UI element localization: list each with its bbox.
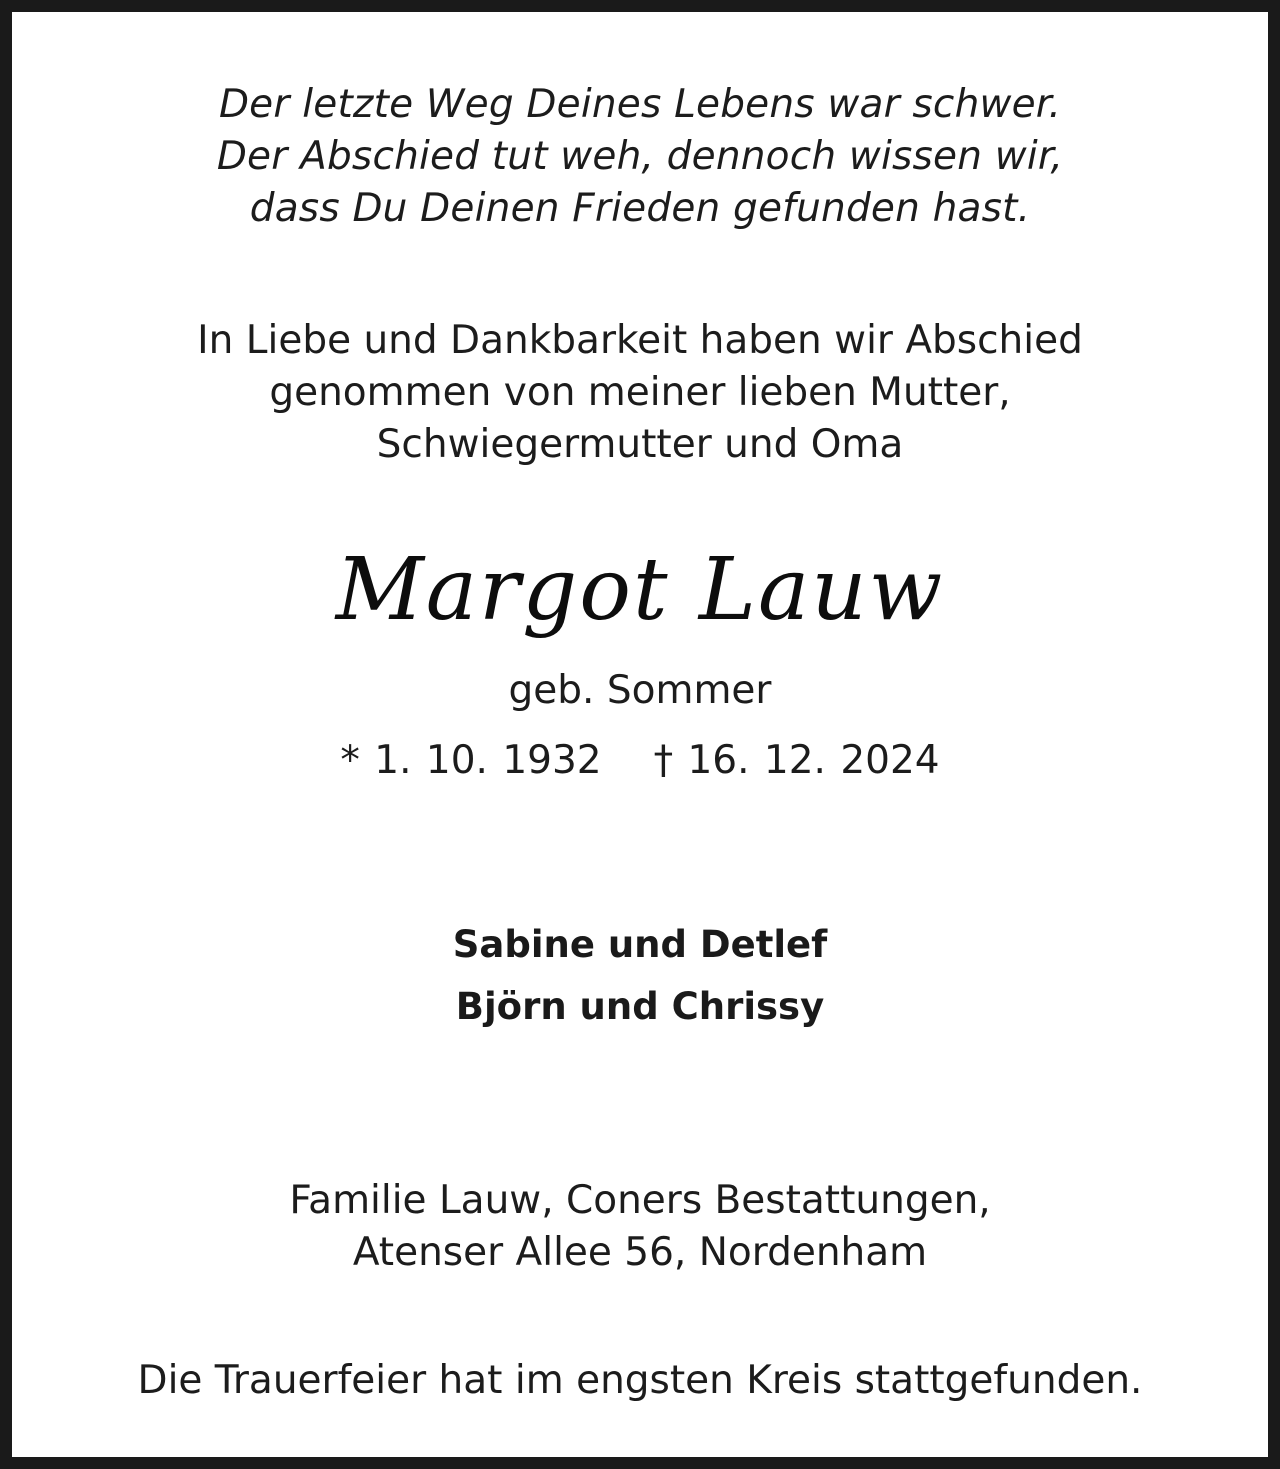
verse-line-2: Der Abschied tut weh, dennoch wissen wir,	[216, 134, 1064, 179]
intro-line-1: In Liebe und Dankbarkeit haben wir Abschied	[197, 318, 1083, 363]
intro-line-3: Schwiegermutter und Oma	[376, 422, 904, 467]
life-dates	[12, 738, 1268, 783]
verse-line-3: dass Du Deinen Frieden gefunden hast.	[249, 186, 1031, 231]
address-line-2: Atenser Allee 56, Nordenham	[352, 1230, 928, 1275]
death-date: † 16. 12. 2024	[653, 738, 940, 783]
intro-line-2: genommen von meiner lieben Mutter,	[269, 370, 1011, 415]
mourner-line-2: Björn und Chrissy	[455, 985, 825, 1028]
footer-note: Die Trauerfeier hat im engsten Kreis stattgefunden.	[137, 1358, 1143, 1403]
deceased-name: Margot Lauw	[335, 540, 945, 640]
birth-date: * 1. 10. 1932	[340, 738, 602, 783]
verse-line-1: Der letzte Weg Deines Lebens war schwer.	[218, 82, 1062, 127]
maiden-name: geb. Sommer	[508, 668, 772, 713]
mourner-line-1: Sabine und Detlef	[452, 923, 828, 966]
address-line-1: Familie Lauw, Coners Bestattungen,	[289, 1178, 991, 1223]
